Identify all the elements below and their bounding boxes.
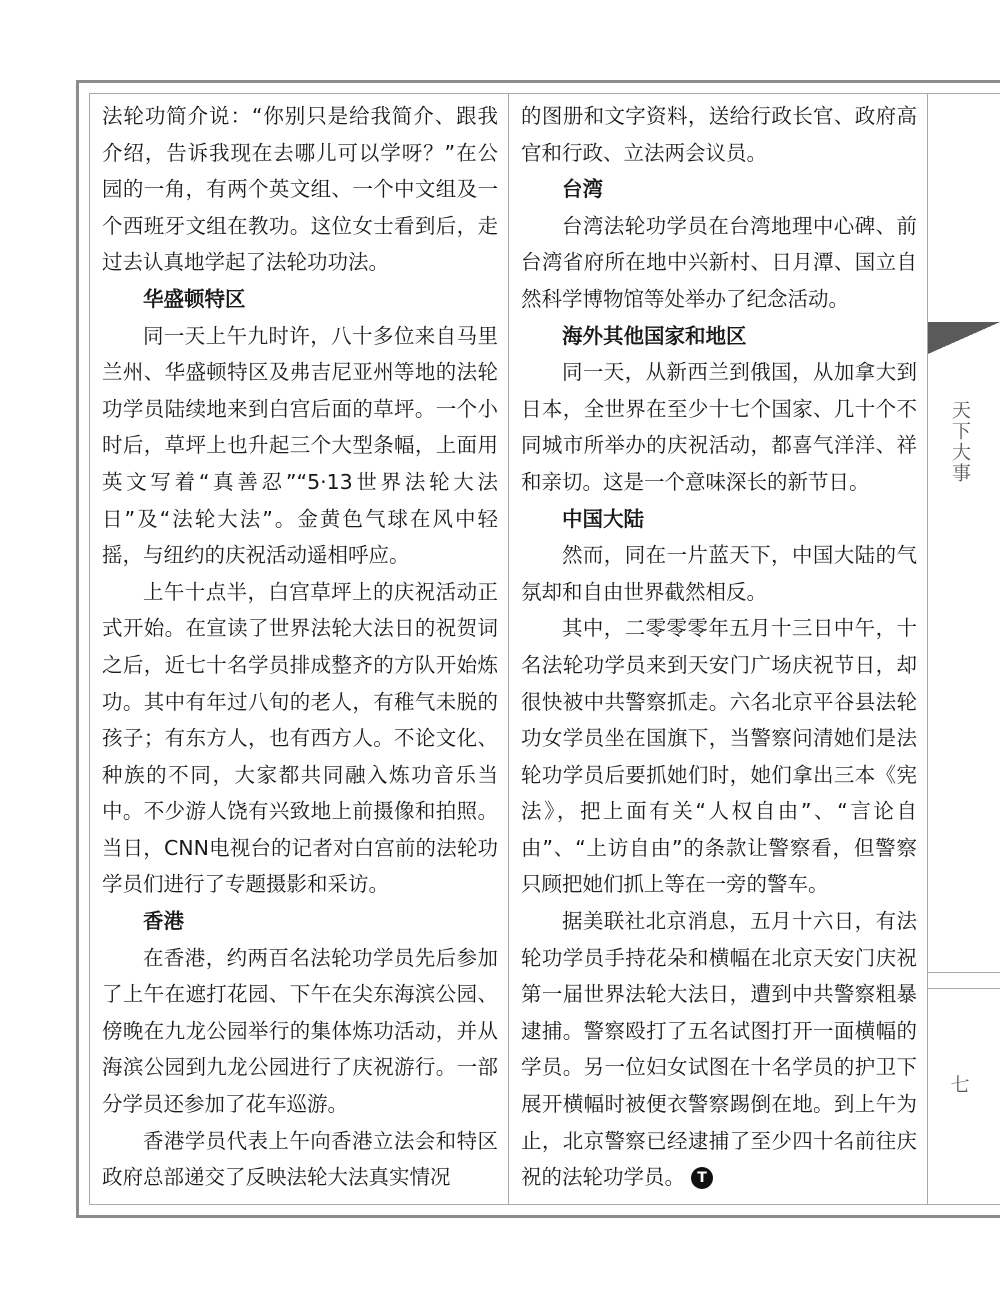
paragraph-text: 法轮功简介说：“你别只是给我简介、跟我介绍，告诉我现在去哪儿可以学呀？”在公园的一角，有两个英文组、一个中文组及一个西班牙文组在教功。这位女士看到后，走过去认真地学起了法轮功功法。	[102, 104, 498, 275]
column-divider	[508, 93, 509, 1205]
paragraph	[521, 354, 917, 500]
right-column	[521, 98, 917, 1196]
paragraph-text: 同一天上午九时许，八十多位来自马里兰州、华盛顿特区及弗吉尼亚州等地的法轮功学员陆续地来到白宫后面的草坪。一个小时后，草坪上也升起三个大型条幅，上面用英文写着“真善忍”“5·13世界法轮大法日”及“法轮大法”。金黄色气球在风中轻摇，与纽约的庆祝活动遥相呼应。	[102, 323, 498, 568]
section-heading	[521, 171, 917, 208]
left-column	[102, 98, 498, 1196]
end-mark-icon: T	[691, 1167, 713, 1189]
paragraph	[102, 1123, 498, 1196]
paragraph	[521, 98, 917, 171]
page-number: 七	[950, 1074, 970, 1096]
paragraph-text: 据美联社北京消息，五月十六日，有法轮功学员手持花朵和横幅在北京天安门庆祝第一届世界法轮大法日，遭到中共警察粗暴逮捕。警察殴打了五名试图打开一面横幅的学员。另一位妇女试图在十名学员的护卫下展开横幅时被便衣警察踢倒在地。到上午为止，北京警察已经逮捕了至少四十名前往庆祝的法轮功学员。	[521, 909, 917, 1190]
paragraph	[521, 537, 917, 610]
side-rule-lower	[928, 988, 1000, 989]
paragraph-text: 在香港，约两百名法轮功学员先后参加了上午在遮打花园、下午在尖东海滨公园、傍晚在九龙公园举行的集体炼功活动，并从海滨公园到九龙公园进行了庆祝游行。一部分学员还参加了花车巡游。	[102, 945, 498, 1117]
paragraph	[102, 940, 498, 1123]
paragraph-text: 香港学员代表上午向香港立法会和特区政府总部递交了反映法轮大法真实情况	[102, 1128, 498, 1190]
section-heading	[521, 318, 917, 355]
paragraph-text: 然而，同在一片蓝天下，中国大陆的气氛却和自由世界截然相反。	[521, 543, 917, 604]
heading-text: 香港	[143, 909, 184, 934]
paragraph-text: 上午十点半，白宫草坪上的庆祝活动正式开始。在宣读了世界法轮大法日的祝贺词之后，近七十名学员排成整齐的方队开始炼功。其中有年过八旬的老人，有稚气未脱的孩子；有东方人，也有西方人。不论文化、种族的不同，大家都共同融入炼功音乐当中。不少游人饶有兴致地上前摄像和拍照。当日，CNN电视台的记者对白宫前的法轮功学员们进行了专题摄影和采访。	[102, 579, 498, 897]
heading-text: 台湾	[562, 177, 603, 202]
section-heading	[521, 501, 917, 538]
margin-divider	[927, 93, 928, 1205]
section-heading	[102, 281, 498, 318]
paragraph	[521, 208, 917, 318]
paragraph-text: 其中，二零零零年五月十三日中午，十名法轮功学员来到天安门广场庆祝节日，却很快被中共警察抓走。六名北京平谷县法轮功女学员坐在国旗下，当警察问清她们是法轮功学员后要抓她们时，她们拿出三本《宪法》，把上面有关“人权自由”、“言论自由”、“上访自由”的条款让警察看，但警察只顾把她们抓上等在一旁的警车。	[521, 616, 917, 897]
section-heading	[102, 903, 498, 940]
heading-text: 华盛顿特区	[143, 286, 246, 311]
paragraph-text: 台湾法轮功学员在台湾地理中心碑、前台湾省府所在地中兴新村、日月潭、国立自然科学博物馆等处举办了纪念活动。	[521, 213, 917, 311]
paragraph-text: 的图册和文字资料，送给行政长官、政府高官和行政、立法两会议员。	[521, 104, 917, 165]
paragraph	[102, 98, 498, 281]
side-rule-upper	[928, 972, 1000, 973]
paragraph	[102, 318, 498, 574]
section-label: 天下大事	[949, 400, 971, 484]
paragraph	[521, 903, 917, 1196]
paragraph	[521, 610, 917, 903]
paragraph-text: 同一天，从新西兰到俄国，从加拿大到日本，全世界在至少十七个国家、几十个不同城市所举办的庆祝活动，都喜气洋洋、祥和亲切。这是一个意味深长的新节日。	[521, 360, 917, 494]
paragraph	[102, 574, 498, 903]
section-tab-triangle	[928, 322, 1000, 354]
heading-text: 海外其他国家和地区	[562, 323, 747, 348]
heading-text: 中国大陆	[562, 506, 644, 531]
